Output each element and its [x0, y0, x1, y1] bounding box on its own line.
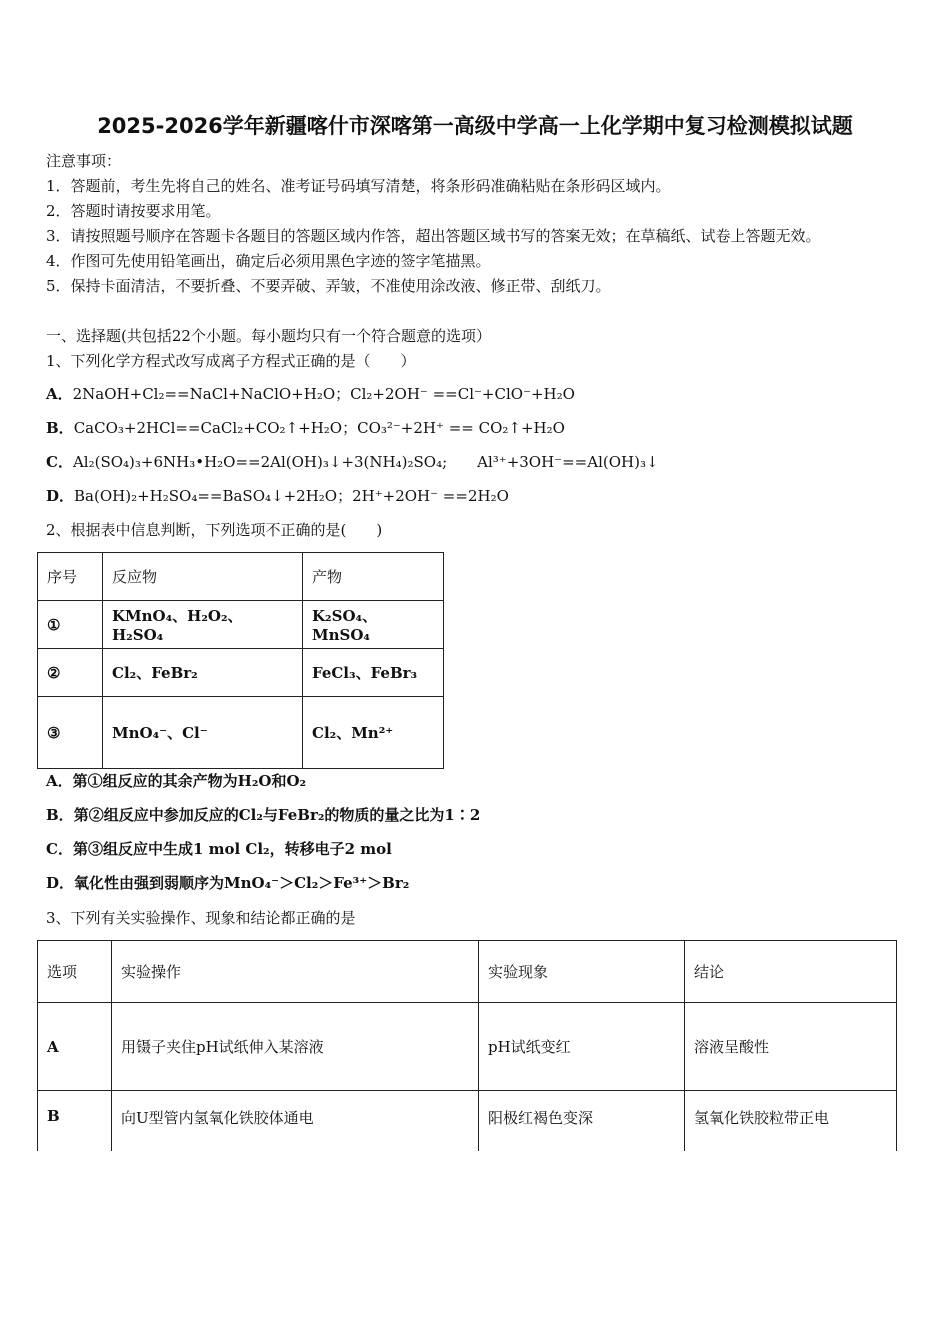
q2-option-d — [46, 873, 409, 893]
table-cell: MnO₄⁻、Cl⁻ — [103, 697, 303, 769]
option-label: A． — [46, 772, 73, 790]
section-heading: 一、选择题(共包括22个小题。每小题均只有一个符合题意的选项） — [46, 327, 491, 345]
table-header-row — [38, 553, 444, 601]
option-text: 2NaOH+Cl₂==NaCl+NaClO+H₂O；Cl₂+2OH⁻ ==Cl⁻+ClO⁻+H₂O — [72, 385, 575, 403]
question-3-stem: 3、下列有关实验操作、现象和结论都正确的是 — [46, 909, 356, 927]
question-1-stem: 1、下列化学方程式改写成离子方程式正确的是（ ） — [46, 352, 416, 370]
table-header: 结论 — [685, 941, 897, 1003]
option-label: A． — [46, 385, 73, 403]
question-2-stem: 2、根据表中信息判断，下列选项不正确的是( ) — [46, 521, 383, 539]
table-header: 选项 — [38, 941, 112, 1003]
note-item: 4．作图可先使用铅笔画出，确定后必须用黑色字迹的签字笔描黑。 — [46, 252, 491, 270]
page-title: 2025-2026学年新疆喀什市深喀第一高级中学高一上化学期中复习检测模拟试题 — [97, 114, 853, 138]
table-row — [38, 601, 444, 649]
table-header: 实验现象 — [479, 941, 685, 1003]
q2-option-c — [46, 839, 392, 859]
table-cell: B — [38, 1091, 112, 1151]
note-item: 3．请按照题号顺序在答题卡各题目的答题区域内作答，超出答题区域书写的答案无效；在草稿纸、试卷上答题无效。 — [46, 227, 821, 245]
q2-option-a — [46, 771, 306, 791]
table-header: 序号 — [38, 553, 103, 601]
table-header-row — [38, 941, 897, 1003]
option-text: Ba(OH)₂+H₂SO₄==BaSO₄↓+2H₂O；2H⁺+2OH⁻ ==2H₂O — [74, 487, 509, 505]
table-row — [38, 697, 444, 769]
table-cell: 阳极红褐色变深 — [479, 1091, 685, 1151]
option-label: D． — [46, 874, 75, 892]
option-label: D． — [46, 487, 75, 505]
option-text: 第①组反应的其余产物为H₂O和O₂ — [72, 772, 307, 790]
table-cell: FeCl₃、FeBr₃ — [303, 649, 444, 697]
option-text: 第②组反应中参加反应的Cl₂与FeBr₂的物质的量之比为1∶2 — [73, 806, 481, 824]
table-cell: A — [38, 1003, 112, 1091]
table-cell: ③ — [38, 697, 103, 769]
table-cell: Cl₂、FeBr₂ — [103, 649, 303, 697]
table-header: 实验操作 — [112, 941, 479, 1003]
note-item: 2．答题时请按要求用笔。 — [46, 202, 221, 220]
option-text: Al₂(SO₄)₃+6NH₃•H₂O==2Al(OH)₃↓+3(NH₄)₂SO₄; Al³⁺+3OH⁻==Al(OH)₃↓ — [72, 453, 659, 471]
notes-heading: 注意事项： — [46, 152, 122, 170]
table-cell: KMnO₄、H₂O₂、H₂SO₄ — [103, 601, 303, 649]
option-text: 第③组反应中生成1 mol Cl₂，转移电子2 mol — [72, 840, 392, 858]
table-header: 产物 — [303, 553, 444, 601]
table-cell: pH试纸变红 — [479, 1003, 685, 1091]
q2-table — [37, 552, 444, 769]
table-cell: 向U型管内氢氧化铁胶体通电 — [112, 1091, 479, 1151]
option-label: C． — [46, 840, 73, 858]
q1-option-d — [46, 486, 509, 506]
table-cell: 溶液呈酸性 — [685, 1003, 897, 1091]
table-row — [38, 1091, 897, 1151]
option-label: B． — [46, 419, 74, 437]
q3-table — [37, 940, 897, 1151]
table-row — [38, 1003, 897, 1091]
option-text: CaCO₃+2HCl==CaCl₂+CO₂↑+H₂O；CO₃²⁻+2H⁺ == CO₂↑+H₂O — [73, 419, 565, 437]
table-cell: 用镊子夹住pH试纸伸入某溶液 — [112, 1003, 479, 1091]
table-cell: Cl₂、Mn²⁺ — [303, 697, 444, 769]
note-item: 1．答题前，考生先将自己的姓名、准考证号码填写清楚，将条形码准确粘贴在条形码区域内。 — [46, 177, 671, 195]
option-label: C． — [46, 453, 73, 471]
q1-option-c — [46, 452, 659, 472]
table-row — [38, 649, 444, 697]
table-header: 反应物 — [103, 553, 303, 601]
table-cell: K₂SO₄、MnSO₄ — [303, 601, 444, 649]
q1-option-b — [46, 418, 565, 438]
q1-option-a — [46, 384, 575, 404]
table-cell: 氢氧化铁胶粒带正电 — [685, 1091, 897, 1151]
note-item: 5．保持卡面清洁，不要折叠、不要弄破、弄皱，不准使用涂改液、修正带、刮纸刀。 — [46, 277, 611, 295]
q2-option-b — [46, 805, 480, 825]
option-text: 氧化性由强到弱顺序为MnO₄⁻＞Cl₂＞Fe³⁺＞Br₂ — [74, 874, 410, 892]
table-cell: ① — [38, 601, 103, 649]
table-cell: ② — [38, 649, 103, 697]
option-label: B． — [46, 806, 74, 824]
